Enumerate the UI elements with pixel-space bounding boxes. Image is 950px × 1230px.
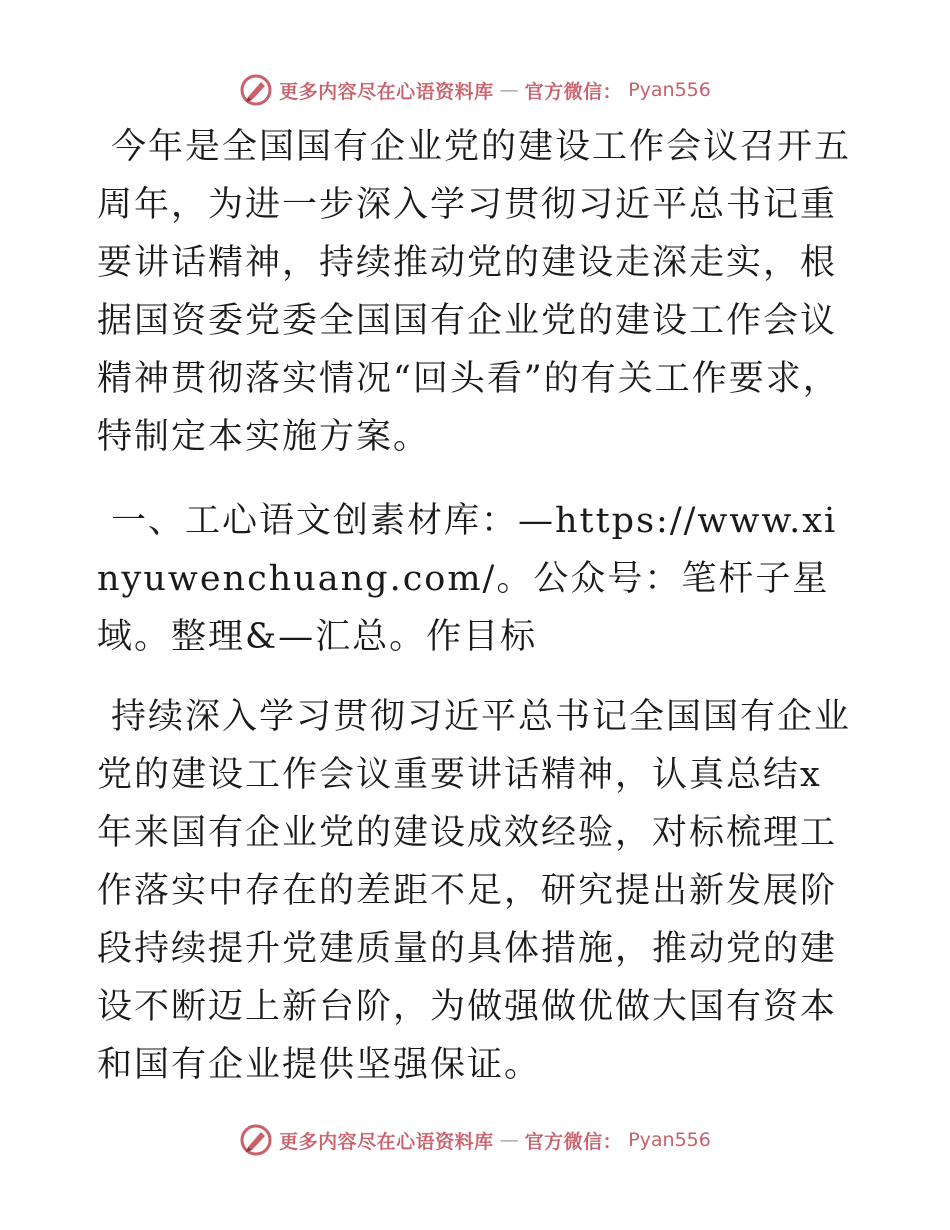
header-watermark bbox=[0, 70, 950, 110]
watermark-brand-text: 更多内容尽在心语资料库 bbox=[279, 80, 494, 103]
footer-watermark bbox=[0, 1120, 950, 1160]
section-heading: 一、工心语文创素材库：—https://www.xinyuwenchuang.com/。公众号：笔杆子星域。整理&—汇总。作目标 bbox=[97, 501, 838, 657]
watermark-brand-text: 更多内容尽在心语资料库 bbox=[279, 1130, 494, 1153]
watermark-account-label: 官方微信： bbox=[524, 80, 623, 103]
watermark-account-id: Pyan556 bbox=[628, 79, 711, 101]
watermark-dash: — bbox=[499, 79, 519, 101]
pen-logo-icon bbox=[239, 73, 273, 107]
watermark-account-label: 官方微信： bbox=[524, 1130, 623, 1153]
watermark-dash: — bbox=[499, 1129, 519, 1151]
intro-paragraph: 今年是全国国有企业党的建设工作会议召开五周年，为进一步深入学习贯彻习近平总书记重要讲话精神，持续推动党的建设走深走实，根据国资委党委全国国有企业党的建设工作会议精神贯彻落实情况“回头看”的有关工作要求，特制定本实施方案。 bbox=[97, 127, 852, 457]
watermark-account-id: Pyan556 bbox=[628, 1129, 711, 1151]
document-body bbox=[97, 118, 857, 1094]
pen-logo-icon bbox=[239, 1123, 273, 1157]
goal-paragraph: 持续深入学习贯彻习近平总书记全国国有企业党的建设工作会议重要讲话精神，认真总结x年来国有企业党的建设成效经验，对标梳理工作落实中存在的差距不足，研究提出新发展阶段持续提升党建质量的具体措施，推动党的建设不断迈上新台阶，为做强做优做大国有资本和国有企业提供坚强保证。 bbox=[97, 697, 852, 1085]
